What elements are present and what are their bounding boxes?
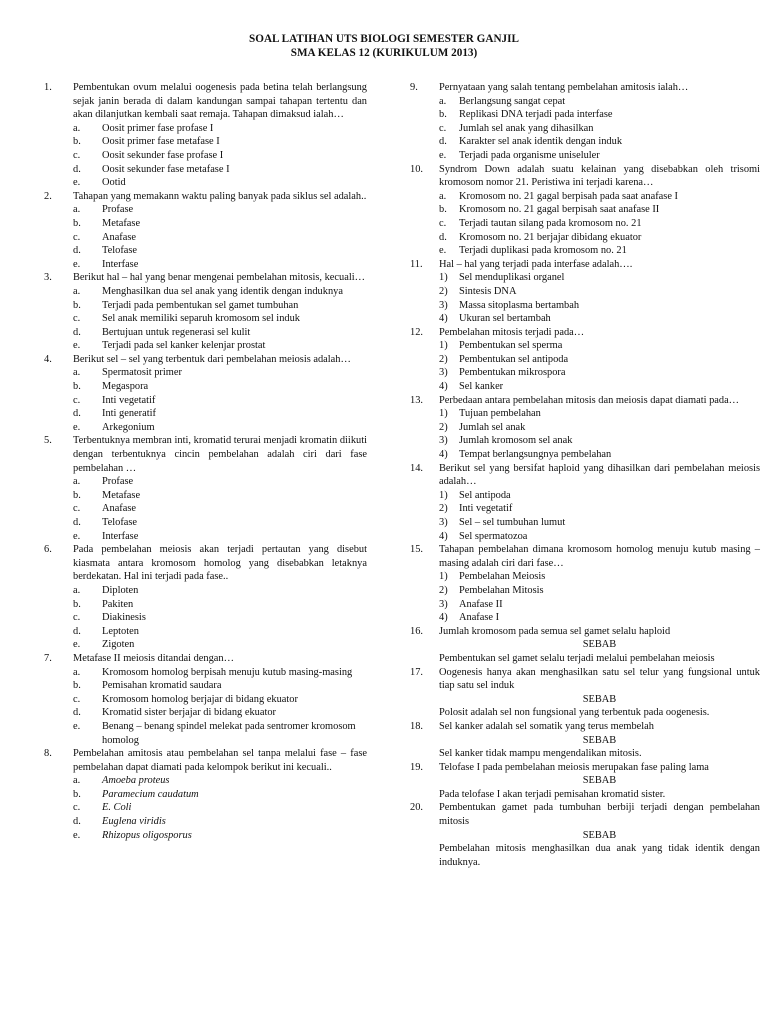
option-letter: 4) <box>439 381 448 393</box>
answer-option <box>73 122 367 136</box>
option-text: Megaspora <box>102 381 149 393</box>
option-letter: c. <box>73 313 81 325</box>
question-text: Sel kanker adalah sel somatik yang terus membelah <box>439 720 654 732</box>
reason-text: Pada telofase I akan terjadi pemisahan kromatid sister. <box>439 788 666 800</box>
question-text: Hal – hal yang terjadi pada interfase adalah…. <box>439 258 633 270</box>
answer-option <box>439 407 760 421</box>
option-text: Sel kanker <box>459 381 504 393</box>
option-letter: e. <box>439 149 447 161</box>
option-text: Paramecium caudatum <box>102 788 199 800</box>
option-text: Leptoten <box>102 625 139 637</box>
question-number: 15. <box>410 544 423 556</box>
question-number: 17. <box>410 666 423 678</box>
answer-option <box>73 584 367 598</box>
option-letter: d. <box>439 136 447 148</box>
answer-option <box>73 231 367 245</box>
option-letter: 3) <box>439 517 448 528</box>
answer-option <box>439 353 760 367</box>
question-number: 14. <box>410 462 423 474</box>
option-letter: b. <box>73 381 81 393</box>
answer-option <box>439 231 760 245</box>
question-number: 20. <box>410 802 423 814</box>
option-text: Sel – sel tumbuhan lumut <box>459 517 566 528</box>
option-letter: d. <box>73 408 81 420</box>
option-text: Sel antipoda <box>459 489 511 501</box>
answer-option <box>439 530 760 544</box>
answer-option <box>73 638 367 652</box>
option-text: Tempat berlangsungnya pembelahan <box>459 449 612 461</box>
option-letter: a. <box>73 666 81 678</box>
answer-option <box>73 489 367 503</box>
option-letter: a. <box>73 122 81 134</box>
option-letter: e. <box>73 340 81 352</box>
answer-option <box>73 679 367 693</box>
option-letter: d. <box>73 625 81 637</box>
option-letter: d. <box>73 707 81 719</box>
option-text: Berlangsung sangat cepat <box>459 95 566 107</box>
reason-text: Sel kanker tidak mampu mengendalikan mitosis. <box>439 748 642 760</box>
option-letter: d. <box>73 816 81 828</box>
sebab-label: SEBAB <box>582 734 617 746</box>
option-letter: b. <box>73 598 81 610</box>
option-letter: a. <box>73 367 81 379</box>
question-text: Pembelahan mitosis terjadi pada… <box>439 326 585 338</box>
question-item <box>44 190 367 272</box>
answer-option <box>73 244 367 258</box>
answer-option <box>73 788 367 802</box>
option-letter: b. <box>439 109 447 121</box>
option-text: Sel spermatozoa <box>459 530 528 542</box>
question-item <box>410 720 760 761</box>
option-letter: a. <box>73 285 81 297</box>
option-text: Diploten <box>102 584 139 596</box>
option-text: Pemisahan kromatid saudara <box>102 680 222 692</box>
question-item <box>410 81 760 163</box>
option-text: Inti generatif <box>102 408 156 420</box>
option-letter: d. <box>73 163 81 175</box>
answer-option <box>73 339 367 353</box>
question-item <box>410 625 760 666</box>
answer-option <box>439 516 760 530</box>
option-letter: d. <box>439 231 447 243</box>
option-text: Sel menduplikasi organel <box>459 272 565 284</box>
question-number: 4. <box>44 353 52 365</box>
option-text: Arkegonium <box>102 421 155 433</box>
question-text: Pembentukan ovum melalui oogenesis pada betina telah berlangsung sejak janin berada di dalam kandungan sampai tahapan tertentu dan akan dilanjutkan kembali saat remaja. Tahapan dimaksud ialah… <box>73 82 367 121</box>
question-number: 7. <box>44 652 52 664</box>
answer-option <box>73 203 367 217</box>
option-text: Sintesis DNA <box>459 285 517 297</box>
question-item <box>410 666 760 720</box>
option-letter: c. <box>73 503 81 515</box>
option-text: Massa sitoplasma bertambah <box>459 299 580 311</box>
answer-option <box>439 135 760 149</box>
question-number: 8. <box>44 748 52 760</box>
question-text: Berikut sel yang bersifat haploid yang dihasilkan dari pembelahan meiosis adalah… <box>439 462 760 488</box>
answer-option <box>73 801 367 815</box>
question-item <box>410 326 760 394</box>
answer-option <box>73 625 367 639</box>
option-text: Telofase <box>102 517 138 528</box>
option-text: Spermatosit primer <box>102 367 182 379</box>
option-letter: a. <box>73 204 81 216</box>
answer-option <box>73 326 367 340</box>
question-text: Perbedaan antara pembelahan mitosis dan meiosis dapat diamati pada… <box>439 394 740 406</box>
answer-option <box>439 271 760 285</box>
answer-option <box>439 502 760 516</box>
answer-option <box>73 516 367 530</box>
question-text: Pembelahan amitosis atau pembelahan sel tanpa melalui fase – fase pembelahan dapat diamati pada kelompok berikut ini kecuali.. <box>73 748 367 773</box>
option-letter: 2) <box>439 353 448 365</box>
option-text: Anafase II <box>459 598 503 610</box>
answer-option <box>73 366 367 380</box>
question-item <box>44 543 367 652</box>
option-text: Zigoten <box>102 639 135 651</box>
answer-option <box>439 217 760 231</box>
question-item <box>410 462 760 544</box>
option-text: Anafase <box>102 503 137 515</box>
answer-option <box>439 285 760 299</box>
option-letter: 1) <box>439 408 448 420</box>
answer-option <box>439 149 760 163</box>
option-letter: b. <box>73 136 81 148</box>
option-letter: a. <box>439 95 447 107</box>
question-number: 5. <box>44 435 52 447</box>
answer-option <box>73 217 367 231</box>
question-number: 18. <box>410 720 423 732</box>
right-column <box>410 81 760 869</box>
answer-option <box>439 203 760 217</box>
option-letter: a. <box>73 584 81 596</box>
option-text: Menghasilkan dua sel anak yang identik dengan induknya <box>102 285 343 297</box>
answer-option <box>73 285 367 299</box>
option-text: Terjadi pada sel kanker kelenjar prostat <box>102 340 266 352</box>
option-text: Kromosom no. 21 gagal berpisah saat anafase II <box>459 204 660 216</box>
answer-option <box>439 366 760 380</box>
question-number: 3. <box>44 272 52 284</box>
option-letter: b. <box>73 299 81 311</box>
question-item <box>44 747 367 842</box>
question-number: 12. <box>410 326 423 338</box>
option-text: Oosit primer fase profase I <box>102 122 214 134</box>
answer-option <box>439 448 760 462</box>
option-letter: 4) <box>439 530 448 542</box>
answer-option <box>439 421 760 435</box>
option-text: E. Coli <box>102 802 132 814</box>
option-letter: d. <box>73 326 81 338</box>
option-letter: 1) <box>439 489 448 501</box>
answer-option <box>439 339 760 353</box>
answer-option <box>73 299 367 313</box>
option-text: Terjadi tautan silang pada kromosom no. 21 <box>459 217 642 229</box>
question-item <box>44 271 367 353</box>
answer-option <box>73 720 367 747</box>
title-line-2: SMA KELAS 12 (KURIKULUM 2013) <box>290 47 478 59</box>
option-text: Terjadi pada pembentukan sel gamet tumbuhan <box>102 299 299 311</box>
option-text: Sel anak memiliki separuh kromosom sel induk <box>102 313 300 325</box>
option-text: Jumlah kromosom sel anak <box>459 435 573 447</box>
question-item <box>44 652 367 747</box>
option-letter: d. <box>73 245 81 257</box>
question-text: Berikut sel – sel yang terbentuk dari pembelahan meiosis adalah… <box>73 353 351 365</box>
option-letter: a. <box>439 190 447 202</box>
answer-option <box>73 176 367 190</box>
option-letter: e. <box>73 720 81 732</box>
option-letter: e. <box>439 245 447 257</box>
question-item <box>410 258 760 326</box>
option-text: Inti vegetatif <box>459 503 513 515</box>
answer-option <box>73 611 367 625</box>
answer-option <box>73 693 367 707</box>
question-item <box>44 434 367 543</box>
option-letter: b. <box>73 217 81 229</box>
option-letter: 2) <box>439 285 448 297</box>
question-item <box>410 761 760 802</box>
option-text: Kromosom no. 21 berjajar dibidang ekuator <box>459 231 642 243</box>
question-item <box>410 163 760 258</box>
option-letter: 1) <box>439 571 448 583</box>
sebab-label: SEBAB <box>582 639 617 651</box>
question-text: Metafase II meiosis ditandai dengan… <box>73 652 235 664</box>
option-text: Metafase <box>102 217 141 229</box>
option-text: Pembentukan sel antipoda <box>459 353 569 365</box>
option-text: Profase <box>102 204 134 216</box>
left-column <box>44 81 367 842</box>
answer-option <box>73 774 367 788</box>
question-number: 16. <box>410 625 423 637</box>
question-text: Berikut hal – hal yang benar mengenai pembelahan mitosis, kecuali… <box>73 272 366 284</box>
answer-option <box>73 407 367 421</box>
answer-option <box>73 258 367 272</box>
answer-option <box>439 190 760 204</box>
option-text: Anafase I <box>459 612 500 624</box>
option-text: Bertujuan untuk regenerasi sel kulit <box>102 326 251 338</box>
option-text: Diakinesis <box>102 612 146 624</box>
question-text: Telofase I pada pembelahan meiosis merupakan fase paling lama <box>439 761 709 773</box>
option-letter: e. <box>73 421 81 433</box>
option-letter: 4) <box>439 612 448 624</box>
question-item <box>44 353 367 435</box>
option-text: Inti vegetatif <box>102 394 156 406</box>
option-letter: b. <box>73 489 81 501</box>
question-number: 2. <box>44 190 52 202</box>
option-letter: c. <box>73 802 81 814</box>
reason-text: Pembelahan mitosis menghasilkan dua anak yang tidak identik dengan induknya. <box>439 843 760 868</box>
reason-text: Polosit adalah sel non fungsional yang terbentuk pada oogenesis. <box>439 707 710 719</box>
option-letter: c. <box>73 612 81 624</box>
page-title <box>0 32 768 60</box>
option-letter: d. <box>73 517 81 528</box>
option-letter: 3) <box>439 435 448 447</box>
answer-option <box>73 149 367 163</box>
question-text: Pernyataan yang salah tentang pembelahan amitosis ialah… <box>439 82 689 93</box>
option-text: Oosit sekunder fase metafase I <box>102 163 230 175</box>
question-item <box>44 81 367 190</box>
option-letter: e. <box>73 177 81 189</box>
sebab-label: SEBAB <box>582 829 617 841</box>
answer-option <box>73 135 367 149</box>
answer-option <box>73 502 367 516</box>
answer-option <box>73 815 367 829</box>
question-text: Tahapan yang memakann waktu paling banyak pada siklus sel adalah.. <box>73 190 367 202</box>
option-text: Pembentukan mikrospora <box>459 367 566 379</box>
answer-option <box>73 706 367 720</box>
answer-option <box>439 244 760 258</box>
question-number: 10. <box>410 163 423 175</box>
option-letter: 3) <box>439 598 448 610</box>
sebab-label: SEBAB <box>582 693 617 705</box>
question-text: Syndrom Down adalah suatu kelainan yang disebabkan oleh trisomi kromosom nomor 21. Peristiwa ini terjadi karena… <box>439 163 760 189</box>
answer-option <box>73 666 367 680</box>
answer-option <box>73 598 367 612</box>
option-text: Kromosom homolog berpisah menuju kutub masing-masing <box>102 666 353 678</box>
question-number: 13. <box>410 394 423 406</box>
answer-option <box>439 584 760 598</box>
sebab-label: SEBAB <box>582 775 617 787</box>
answer-option <box>73 829 367 843</box>
option-text: Jumlah sel anak yang dihasilkan <box>459 122 594 134</box>
question-item <box>410 801 760 869</box>
question-item <box>410 394 760 462</box>
option-text: Benang – benang spindel melekat pada sentromer kromosom homolog <box>102 720 356 746</box>
option-text: Amoeba proteus <box>102 775 170 787</box>
answer-option <box>73 475 367 489</box>
option-letter: e. <box>73 829 81 841</box>
option-text: Interfase <box>102 258 139 270</box>
option-letter: b. <box>439 204 447 216</box>
option-text: Rhizopus oligosporus <box>102 829 192 841</box>
question-text: Terbentuknya membran inti, kromatid terurai menjadi kromatin diikuti dengan terbentuknya cincin pembelahan adalah ciri dari fase pembelahan … <box>73 435 367 474</box>
option-text: Profase <box>102 476 134 488</box>
option-letter: c. <box>73 394 81 406</box>
answer-option <box>439 122 760 136</box>
option-letter: c. <box>73 693 81 705</box>
answer-option <box>439 380 760 394</box>
option-letter: 3) <box>439 367 448 379</box>
option-letter: 4) <box>439 449 448 461</box>
title-line-1: SOAL LATIHAN UTS BIOLOGI SEMESTER GANJIL <box>249 33 519 45</box>
option-text: Kromosom homolog berjajar di bidang ekuator <box>102 693 298 705</box>
question-number: 19. <box>410 761 423 773</box>
question-number: 11. <box>410 258 423 270</box>
option-text: Ootid <box>102 177 126 189</box>
option-letter: 3) <box>439 299 448 311</box>
question-text: Jumlah kromosom pada semua sel gamet selalu haploid <box>439 625 671 637</box>
answer-option <box>439 95 760 109</box>
answer-option <box>73 380 367 394</box>
answer-option <box>439 489 760 503</box>
question-text: Pada pembelahan meiosis akan terjadi pertautan yang disebut kiasmata antara kromosom homolog yang disebabkan letaknya berdekatan. Hal ini terjadi pada fase.. <box>73 544 367 583</box>
answer-option <box>73 312 367 326</box>
question-text: Oogenesis hanya akan menghasilkan satu sel telur yang fungsional untuk tiap satu sel induk <box>439 666 760 692</box>
question-text: Tahapan pembelahan dimana kromosom homolog menuju kutub masing – masing adalah ciri dari fase… <box>439 544 760 569</box>
option-letter: c. <box>439 122 447 134</box>
option-text: Ukuran sel bertambah <box>459 313 551 325</box>
option-text: Telofase <box>102 245 138 257</box>
option-text: Pakiten <box>102 598 134 610</box>
option-text: Oosit primer fase metafase I <box>102 136 220 148</box>
option-text: Kromosom no. 21 gagal berpisah pada saat anafase I <box>459 190 678 202</box>
option-text: Metafase <box>102 489 141 501</box>
option-text: Terjadi pada organisme uniseluler <box>459 149 600 161</box>
question-number: 6. <box>44 544 52 556</box>
option-letter: a. <box>73 775 81 787</box>
option-text: Terjadi duplikasi pada kromosom no. 21 <box>459 245 627 257</box>
reason-text: Pembentukan sel gamet selalu terjadi melalui pembelahan meiosis <box>439 652 715 664</box>
option-letter: c. <box>73 149 81 161</box>
option-text: Tujuan pembelahan <box>459 408 541 420</box>
question-number: 9. <box>410 82 418 93</box>
answer-option <box>439 570 760 584</box>
answer-option <box>439 108 760 122</box>
option-text: Replikasi DNA terjadi pada interfase <box>459 109 613 121</box>
option-letter: e. <box>73 258 81 270</box>
answer-option <box>439 598 760 612</box>
question-text: Pembentukan gamet pada tumbuhan berbiji terjadi dengan pembelahan mitosis <box>439 802 760 828</box>
option-letter: 1) <box>439 272 448 284</box>
option-letter: 2) <box>439 584 448 596</box>
option-letter: a. <box>73 476 81 488</box>
answer-option <box>73 530 367 544</box>
answer-option <box>73 421 367 435</box>
option-letter: 2) <box>439 503 448 515</box>
answer-option <box>73 163 367 177</box>
answer-option <box>439 434 760 448</box>
option-letter: 2) <box>439 421 448 433</box>
option-text: Pembentukan sel sperma <box>459 340 563 352</box>
option-text: Interfase <box>102 530 139 542</box>
option-text: Kromatid sister berjajar di bidang ekuator <box>102 707 276 719</box>
option-text: Euglena viridis <box>102 816 166 828</box>
option-text: Anafase <box>102 231 137 243</box>
option-text: Karakter sel anak identik dengan induk <box>459 136 623 148</box>
question-item <box>410 543 760 625</box>
option-letter: e. <box>73 530 81 542</box>
option-letter: b. <box>73 680 81 692</box>
option-letter: 4) <box>439 313 448 325</box>
option-text: Pembelahan Mitosis <box>459 584 544 596</box>
option-letter: 1) <box>439 340 448 352</box>
answer-option <box>439 312 760 326</box>
question-number: 1. <box>44 82 52 93</box>
option-text: Oosit sekunder fase profase I <box>102 149 224 161</box>
option-text: Jumlah sel anak <box>459 421 526 433</box>
option-letter: c. <box>73 231 81 243</box>
answer-option <box>73 394 367 408</box>
answer-option <box>439 611 760 625</box>
option-letter: c. <box>439 217 447 229</box>
answer-option <box>439 299 760 313</box>
option-letter: e. <box>73 639 81 651</box>
option-letter: b. <box>73 788 81 800</box>
option-text: Pembelahan Meiosis <box>459 571 546 583</box>
